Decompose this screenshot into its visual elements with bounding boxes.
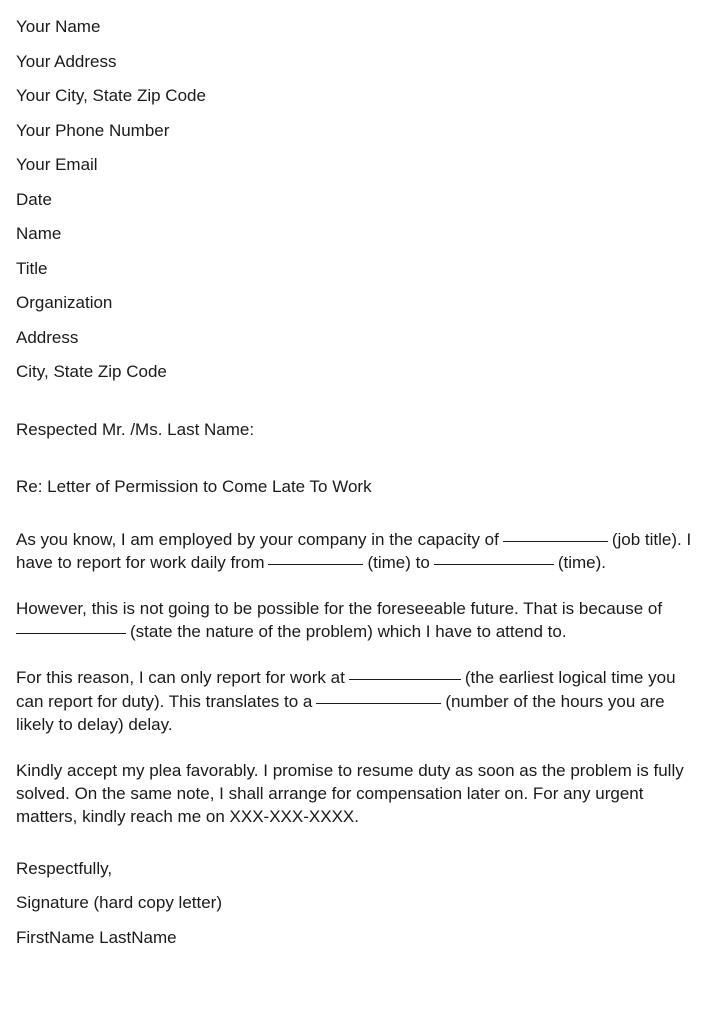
body-paragraph-1: [16, 528, 696, 574]
signature-note: Signature (hard copy letter): [16, 893, 222, 913]
paragraph-1-text-part-4: (time).: [557, 552, 606, 572]
fill-in-blank-start-time[interactable]: [268, 564, 363, 565]
spacer-before-closing: [16, 829, 696, 852]
closing-salutation: Respectfully,: [16, 858, 113, 878]
salutation: Respected Mr. /Ms. Last Name:: [16, 419, 255, 439]
fill-in-blank-earliest-time[interactable]: [349, 679, 461, 680]
paragraph-3-text-part-2: (the earliest logical time you can report for duty). This translates to a: [16, 668, 676, 711]
spacer-before-paragraph-4: [16, 736, 696, 759]
spacer-before-paragraph-2: [16, 574, 696, 597]
recipient-name: Name: [16, 224, 62, 243]
recipient-organization: Organization: [16, 293, 113, 312]
fill-in-blank-delay-hours[interactable]: [316, 703, 441, 704]
fill-in-blank-job-title[interactable]: [503, 541, 608, 542]
sender-address: Your Address: [16, 51, 117, 71]
body-paragraph-3: [16, 666, 696, 736]
recipient-city-state-zip: City, State Zip Code: [16, 362, 167, 381]
recipient-address-block: [16, 217, 696, 390]
sender-city-state-zip: Your City, State Zip Code: [16, 86, 206, 105]
spacer-before-subject: [16, 447, 696, 470]
spacer-before-paragraph-1: [16, 505, 696, 528]
sender-address-block: [16, 10, 696, 183]
spacer-before-paragraph-3: [16, 643, 696, 666]
paragraph-1-text-part-1: As you know, I am employed by your company in the capacity of: [16, 529, 499, 549]
fill-in-blank-problem-nature[interactable]: [16, 633, 126, 634]
recipient-title: Title: [16, 258, 48, 278]
subject-line: Re: Letter of Permission to Come Late To Work: [16, 477, 372, 496]
paragraph-1-text-part-2: (job title). I have to report for work daily from: [16, 529, 692, 572]
fill-in-blank-end-time[interactable]: [434, 564, 554, 565]
recipient-address: Address: [16, 327, 79, 347]
date-line: Date: [16, 189, 52, 209]
paragraph-2-text-part-2: (state the nature of the problem) which I have to attend to.: [130, 622, 567, 642]
body-paragraph-2: [16, 597, 696, 643]
sender-name: Your Name: [16, 17, 101, 36]
paragraph-2-text-part-1: However, this is not going to be possible for the foreseeable future. That is because of: [16, 598, 663, 618]
sender-email: Your Email: [16, 155, 98, 174]
signer-name: FirstName LastName: [16, 927, 177, 947]
paragraph-3-text-part-1: For this reason, I can only report for work at: [16, 668, 345, 688]
paragraph-1-text-part-3: (time) to: [367, 552, 430, 572]
sender-phone: Your Phone Number: [16, 120, 170, 140]
body-paragraph-4: Kindly accept my plea favorably. I promise to resume duty as soon as the problem is fully solved. On the same note, I shall arrange for compensation later on. For any urgent matters, kindly reach me on XXX-XXX-XXXX.: [16, 760, 684, 827]
paragraph-3-text-part-3: (number of the hours you are likely to delay) delay.: [16, 691, 665, 734]
spacer-before-salutation: [16, 390, 696, 413]
